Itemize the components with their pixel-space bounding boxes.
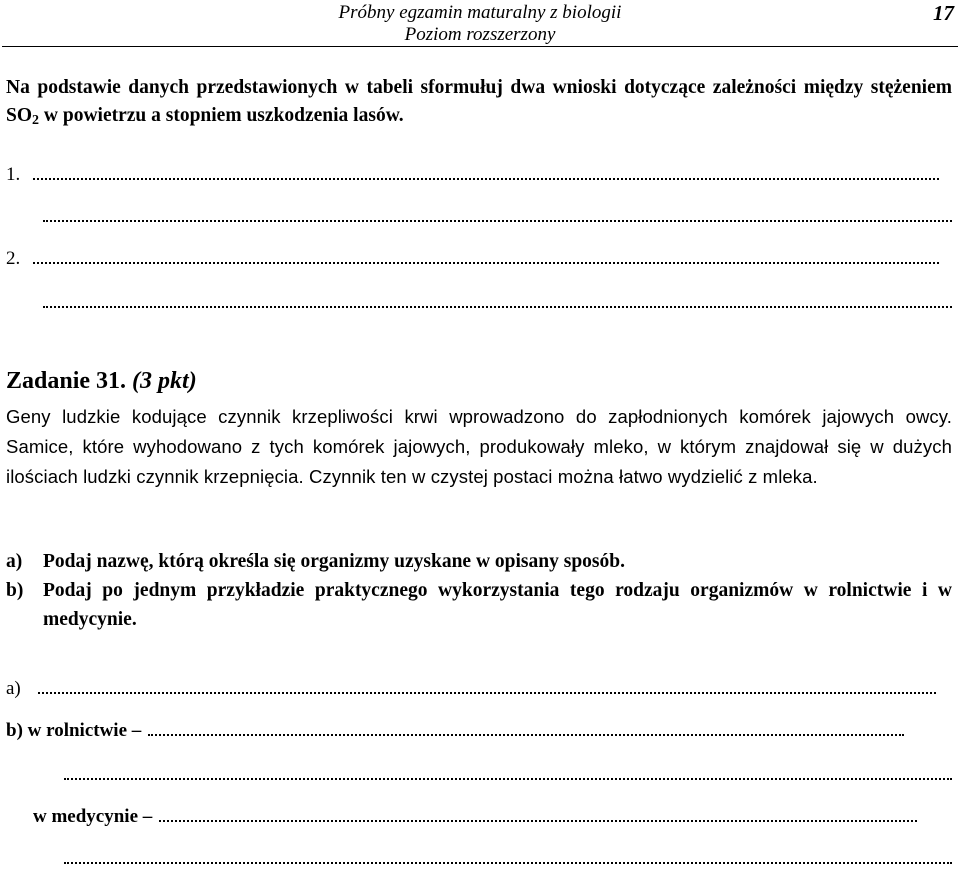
instruction-text-pre: Na podstawie danych przedstawionych w tabeli sformułuj dwa wnioski dotyczące zależności między stężeniem SO [6,77,952,126]
answer-b-medicine-cont-dots [64,848,952,864]
answer-line-b-medicine[interactable] [33,806,952,828]
answer-line-1[interactable] [6,164,952,186]
answer-2-label: 2. [6,248,21,269]
question-a [6,547,952,576]
instruction-subscript: 2 [32,113,40,128]
answer-b-agriculture-label: b) w rolnictwie – [6,720,142,741]
task-number: Zadanie 31. [6,368,127,394]
answer-line-b-agriculture[interactable] [6,720,952,742]
previous-task-instruction [6,74,952,132]
task-questions [6,547,952,634]
header-title [0,2,960,46]
page-number: 17 [933,1,954,25]
answer-1-cont-dots [43,206,952,222]
answer-2-dots [33,248,939,264]
question-a-text: Podaj nazwę, którą określa się organizmy uzyskane w opisany sposób. [43,551,625,572]
answer-line-b-medicine-cont[interactable] [64,848,952,870]
instruction-text-post: w powietrzu a stopniem uszkodzenia lasów. [39,105,404,126]
answer-b-medicine-dots [159,806,917,822]
task-title [6,366,952,396]
task-points: (3 pkt) [132,368,197,394]
answer-line-b-agriculture-cont[interactable] [64,764,952,786]
header-title-line1: Próbny egzamin maturalny z biologii [338,2,622,23]
answer-1-dots [33,164,939,180]
question-b-text: Podaj po jednym przykładzie praktycznego wykorzystania tego rodzaju organizmów w rolnictwie i w medycynie. [43,580,952,630]
answer-b-agriculture-dots [148,720,904,736]
task-body: Geny ludzkie kodujące czynnik krzepliwości krwi wprowadzono do zapłodnionych komórek jajowych owcy. Samice, które wyhodowano z tych komórek jajowych, produkowały mleko, w którym znajdował się w dużych ilościach ludzki czynnik krzepnięcia. Czynnik ten w czystej postaci można łatwo wydzielić z mleka. [6,406,952,487]
answer-b-medicine-label: w medycynie – [33,806,153,827]
answer-b-agriculture-cont-dots [64,764,952,780]
question-b [6,576,952,634]
page-header [0,0,960,44]
header-title-line2: Poziom rozszerzony [404,24,556,45]
answer-line-1-cont[interactable] [43,206,952,228]
answer-1-label: 1. [6,164,21,185]
answer-line-2[interactable] [6,248,952,270]
header-divider [2,46,958,47]
answer-2-cont-dots [43,292,952,308]
answer-a-dots [38,678,936,694]
question-b-label: b) [6,580,24,601]
answer-line-a[interactable] [6,678,952,700]
answer-a-label: a) [6,678,21,699]
question-a-label: a) [6,551,23,572]
answer-line-2-cont[interactable] [43,292,952,314]
